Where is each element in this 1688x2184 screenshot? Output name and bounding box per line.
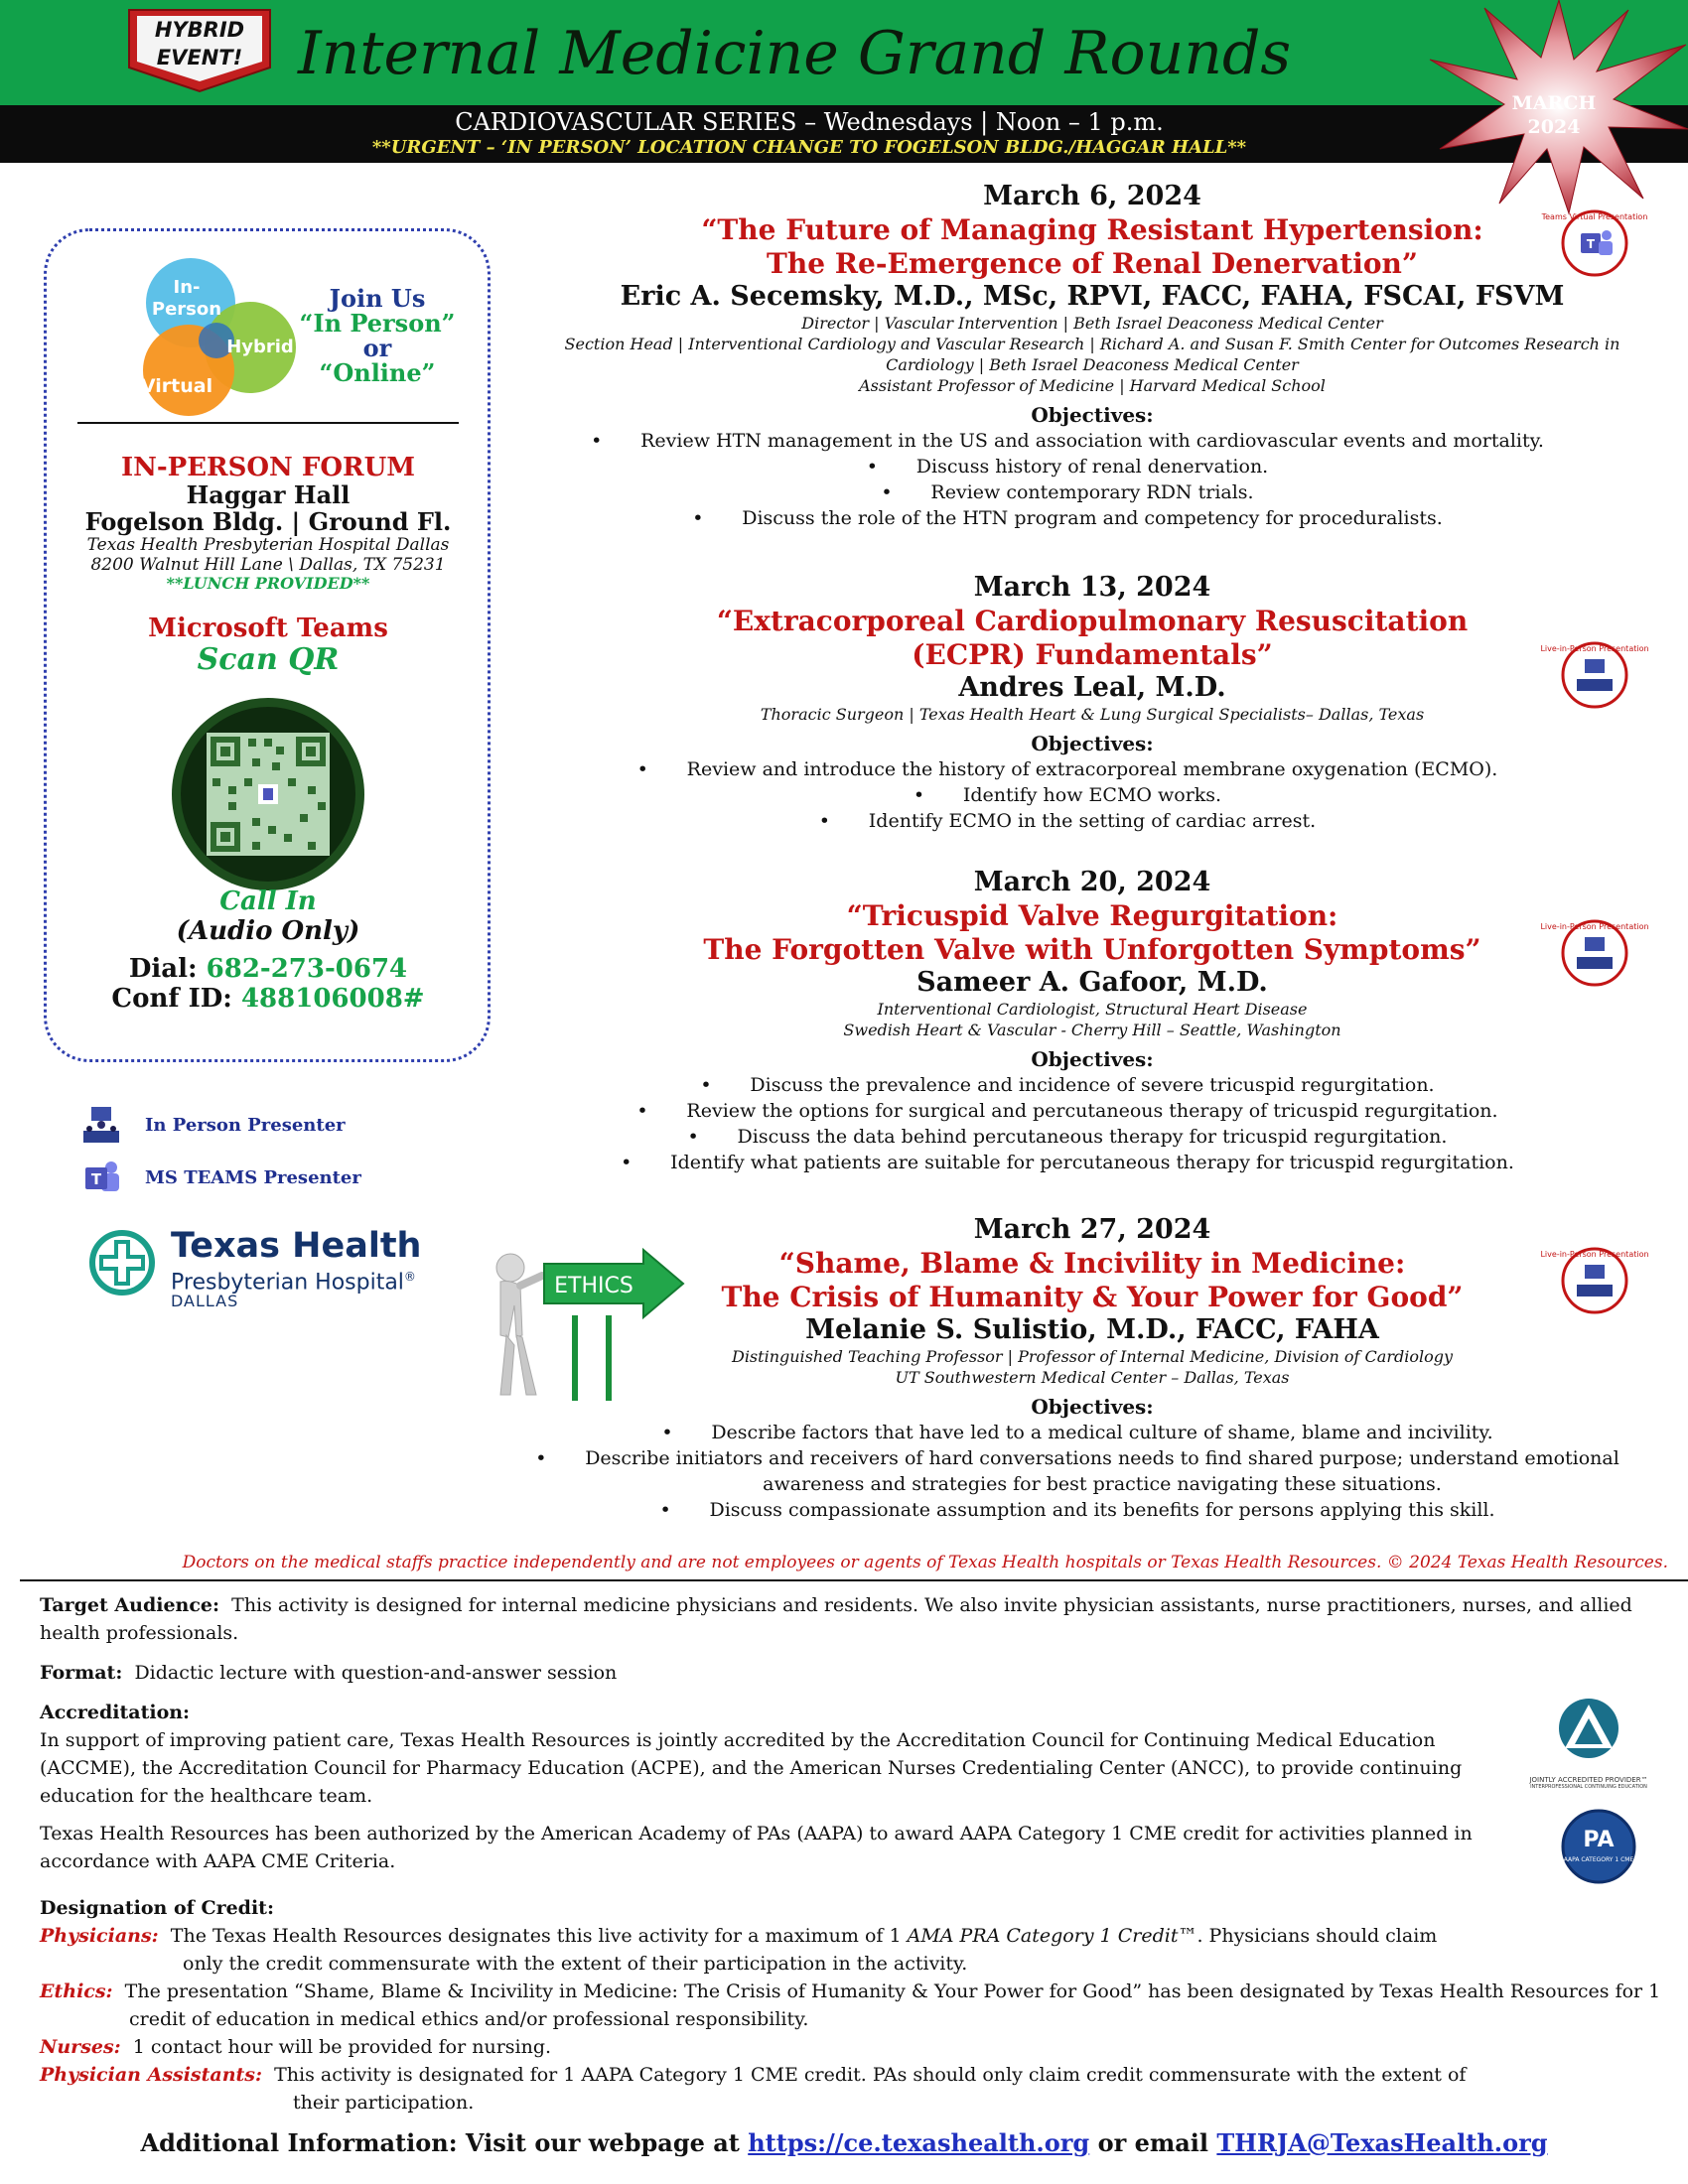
ethics-sign-text: ETHICS xyxy=(554,1274,633,1298)
event-speaker: Melanie S. Sulistio, M.D., FACC, FAHA xyxy=(805,1314,1379,1345)
star-month: MARCH xyxy=(1511,92,1597,114)
objective-item: • Review the options for surgical and percutaneous therapy of tricuspid regurgitation. xyxy=(516,1098,1668,1124)
accreditation xyxy=(40,1699,1499,1875)
objectives-heading: Objectives: xyxy=(1031,732,1154,755)
live-in-person-presentation-icon xyxy=(1540,635,1649,715)
svg-text:T: T xyxy=(1586,237,1596,251)
pa-text: This activity is designated for 1 AAPA Category 1 CME credit. PAs should only claim credit commensurate with the extent of xyxy=(274,2064,1467,2086)
objectives-heading: Objectives: xyxy=(1031,1047,1154,1071)
speaker-affiliation: Distinguished Teaching Professor | Professor of Internal Medicine, Division of Cardiology xyxy=(731,1347,1453,1366)
conf-id: 488106008# xyxy=(240,984,425,1014)
event-march-20 xyxy=(516,866,1668,1175)
badge-line-2: EVENT! xyxy=(156,46,243,69)
event-date: March 20, 2024 xyxy=(973,867,1211,897)
venn-label-hybrid: Hybrid xyxy=(226,337,294,357)
physicians-text-3: only the credit commensurate with the extent of their participation in the activity. xyxy=(183,1953,968,1975)
in-person-forum xyxy=(60,454,477,593)
ms-teams-icon xyxy=(79,1158,123,1197)
footer-mid: or email xyxy=(1097,2128,1209,2157)
objectives-list xyxy=(516,428,1668,531)
aapa-text: Texas Health Resources has been authorized by the American Academy of PAs (AAPA) to award AAPA Category 1 CME credit for activities planned in accordance with AAPA CME Criteria. xyxy=(40,1823,1473,1872)
event-icon-label: Live-in-Person Presentation xyxy=(1540,1250,1649,1259)
hybrid-venn-icon xyxy=(129,253,308,422)
qr-code-icon[interactable] xyxy=(169,695,367,893)
teams-virtual-presentation-icon xyxy=(1541,204,1648,283)
physicians-label: Physicians: xyxy=(40,1925,159,1947)
event-title-line-2: The Crisis of Humanity & Your Power for Good” xyxy=(721,1281,1464,1313)
event-title-line-2: The Forgotten Valve with Unforgotten Symptoms” xyxy=(703,933,1481,966)
forum-title: IN-PERSON FORUM xyxy=(120,453,416,482)
dial-line xyxy=(60,954,477,984)
event-march-13 xyxy=(516,571,1668,834)
event-date: March 13, 2024 xyxy=(973,572,1211,603)
badge-line-1: HYBRID xyxy=(154,18,245,42)
objective-item: • Identify what patients are suitable for percutaneous therapy for tricuspid regurgitation. xyxy=(516,1150,1668,1175)
hybrid-event-badge xyxy=(125,6,274,93)
pa-label: Physician Assistants: xyxy=(40,2064,263,2086)
texas-health-cross-icon xyxy=(89,1230,155,1296)
objective-item: • Discuss the data behind percutaneous therapy for tricuspid regurgitation. xyxy=(516,1124,1668,1150)
logo-sub-text: Presbyterian Hospital xyxy=(171,1270,404,1296)
call-in-section xyxy=(60,887,477,1014)
audio-only-label: (Audio Only) xyxy=(176,916,360,946)
forum-hospital: Texas Health Presbyterian Hospital Dallas xyxy=(86,535,450,555)
join-line-2: “In Person” xyxy=(299,309,456,338)
texas-health-logo xyxy=(89,1226,427,1315)
legend-in-person xyxy=(79,1105,346,1145)
ethics-text-2: credit of education in medical ethics and/or professional responsibility. xyxy=(129,2008,809,2030)
objective-item: • Discuss the prevalence and incidence of severe tricuspid regurgitation. xyxy=(516,1072,1668,1098)
jointly-logo-subtext: INTERPROFESSIONAL CONTINUING EDUCATION xyxy=(1530,1784,1647,1790)
objective-item: • Discuss compassionate assumption and its benefits for persons applying this skill. xyxy=(556,1497,1648,1523)
audience-label: Target Audience: xyxy=(40,1594,220,1616)
jointly-logo-text: JOINTLY ACCREDITED PROVIDER™ xyxy=(1529,1776,1648,1784)
jointly-accredited-icon xyxy=(1529,1693,1648,1772)
svg-text:T: T xyxy=(90,1170,102,1188)
event-icon-label: Live-in-Person Presentation xyxy=(1540,644,1649,653)
live-in-person-presentation-icon xyxy=(1540,1241,1649,1320)
logo-registered-mark: ® xyxy=(403,1270,416,1284)
objective-item: • Review contemporary RDN trials. xyxy=(516,479,1668,505)
in-person-presenter-icon xyxy=(79,1105,123,1145)
forum-building: Fogelson Bldg. | Ground Fl. xyxy=(84,507,452,536)
aapa-category-1-icon xyxy=(1559,1807,1638,1886)
target-audience xyxy=(40,1591,1688,1647)
objectives-list xyxy=(516,1072,1668,1175)
speaker-affiliation: Cardiology | Beth Israel Deaconess Medical Center xyxy=(886,355,1299,374)
teams-title: Microsoft Teams xyxy=(148,614,388,643)
objective-item: • Describe initiators and receivers of hard conversations needs to find shared purpose; understand emotional awareness and strategies for best practice navigating these situations. xyxy=(556,1445,1648,1497)
page-title: Internal Medicine Grand Rounds xyxy=(298,19,1292,88)
additional-info xyxy=(0,2127,1688,2159)
speaker-affiliation: Thoracic Surgeon | Texas Health Heart & Lung Surgical Specialists– Dallas, Texas xyxy=(760,705,1425,724)
objective-item: • Discuss the role of the HTN program and competency for proceduralists. xyxy=(516,505,1668,531)
format xyxy=(40,1659,1678,1687)
event-date: March 6, 2024 xyxy=(983,181,1201,211)
forum-address: 8200 Walnut Hill Lane \ Dallas, TX 75231 xyxy=(90,555,446,575)
dial-label: Dial: xyxy=(128,954,198,984)
objective-item: • Describe factors that have led to a medical culture of shame, blame and incivility. xyxy=(556,1420,1648,1445)
objective-item: • Discuss history of renal denervation. xyxy=(516,454,1668,479)
nurses-text: 1 contact hour will be provided for nursing. xyxy=(132,2036,552,2058)
teams-section xyxy=(60,614,477,677)
urgent-notice: **URGENT – ‘IN PERSON’ LOCATION CHANGE TO FOGELSON BLDG./HAGGAR HALL** xyxy=(371,137,1247,158)
physicians-text-2: . Physicians should claim xyxy=(1196,1925,1438,1947)
speaker-affiliation: Assistant Professor of Medicine | Harvard Medical School xyxy=(859,376,1326,395)
forum-hall: Haggar Hall xyxy=(186,480,351,509)
objective-item: • Review HTN management in the US and association with cardiovascular events and mortality. xyxy=(516,428,1668,454)
ama-credit: AMA PRA Category 1 Credit™ xyxy=(907,1925,1197,1947)
join-us-text xyxy=(298,286,457,385)
conf-line xyxy=(60,984,477,1014)
pa-text-2: their participation. xyxy=(293,2092,475,2114)
aapa-logo-text: AAPA CATEGORY 1 CME xyxy=(1563,1856,1634,1863)
event-date: March 27, 2024 xyxy=(973,1214,1211,1245)
event-march-27 xyxy=(516,1213,1668,1523)
disclaimer: Doctors on the medical staffs practice independently and are not employees or agents of Texas Health hospitals or Texas Health Resources. © 2024 Texas Health Resources. xyxy=(182,1553,1668,1572)
objective-item: • Identify ECMO in the setting of cardiac arrest. xyxy=(516,808,1668,834)
email-link[interactable]: THRJA@TexasHealth.org xyxy=(1216,2128,1548,2157)
event-icon-label: Live-in-Person Presentation xyxy=(1540,922,1649,931)
join-line-3: or xyxy=(362,334,392,362)
event-speaker: Sameer A. Gafoor, M.D. xyxy=(916,967,1268,998)
event-title-line-1: “Tricuspid Valve Regurgitation: xyxy=(846,899,1338,932)
accreditation-text: In support of improving patient care, Texas Health Resources is jointly accredited by the Accreditation Council for Continuing Medical Education (ACCME), the Accreditation Council for Pharmacy Education (ACPE), and the American Nurses Credentialing Center (ANCC), to provide continuing education for the healthcare team. xyxy=(40,1729,1463,1807)
event-title-line-2: The Re-Emergence of Renal Denervation” xyxy=(767,247,1418,280)
footer-lead: Additional Information: Visit our webpage at xyxy=(140,2128,740,2157)
live-in-person-presentation-icon xyxy=(1540,913,1649,993)
event-title-line-1: “Shame, Blame & Incivility in Medicine: xyxy=(778,1247,1406,1280)
speaker-affiliation: Swedish Heart & Vascular - Cherry Hill – Seattle, Washington xyxy=(843,1021,1341,1039)
designation-label: Designation of Credit: xyxy=(40,1897,274,1919)
ethics-label: Ethics: xyxy=(40,1980,113,2002)
venn-label-virtual: Virtual xyxy=(140,375,213,397)
venn-label-in: In- xyxy=(173,277,201,298)
objectives-list xyxy=(516,1420,1668,1523)
logo-city: DALLAS xyxy=(171,1292,239,1310)
lunch-note: **LUNCH PROVIDED** xyxy=(166,574,370,593)
accreditation-label: Accreditation: xyxy=(40,1702,191,1723)
event-speaker: Andres Leal, M.D. xyxy=(958,672,1226,703)
ethics-text: The presentation “Shame, Blame & Incivility in Medicine: The Crisis of Humanity & Your Power for Good” has been designated by Texas Health Resources for 1 xyxy=(124,1980,1661,2002)
objectives-heading: Objectives: xyxy=(1031,1395,1154,1419)
venn-label-person: Person xyxy=(151,299,222,320)
format-label: Format: xyxy=(40,1662,123,1684)
format-text: Didactic lecture with question-and-answer session xyxy=(134,1662,618,1684)
objectives-heading: Objectives: xyxy=(1031,403,1154,427)
nurses-label: Nurses: xyxy=(40,2036,121,2058)
star-year: 2024 xyxy=(1527,116,1581,138)
audience-text: This activity is designed for internal medicine physicians and residents. We also invite physician assistants, nurse practitioners, nurses, and allied health professionals. xyxy=(40,1594,1632,1644)
event-title-line-2: (ECPR) Fundamentals” xyxy=(912,638,1273,671)
objective-item: • Review and introduce the history of extracorporeal membrane oxygenation (ECMO). xyxy=(516,756,1668,782)
join-line-1: Join Us xyxy=(329,284,426,313)
logo-name: Texas Health xyxy=(171,1226,422,1266)
designation-of-credit xyxy=(40,1894,1678,2116)
conf-label: Conf ID: xyxy=(111,984,232,1014)
dial-number[interactable]: 682-273-0674 xyxy=(206,954,408,984)
call-in-title: Call In xyxy=(219,887,317,916)
physicians-text: The Texas Health Resources designates this live activity for a maximum of 1 xyxy=(170,1925,902,1947)
speaker-affiliation: Interventional Cardiologist, Structural Heart Disease xyxy=(877,1000,1308,1019)
section-divider xyxy=(20,1579,1688,1581)
svg-text:PA: PA xyxy=(1583,1828,1615,1852)
legend-teams xyxy=(79,1158,361,1197)
objective-item: • Identify how ECMO works. xyxy=(516,782,1668,808)
legend-teams-label: MS TEAMS Presenter xyxy=(145,1166,361,1188)
star-date xyxy=(1460,91,1648,139)
scan-qr-label: Scan QR xyxy=(197,642,340,677)
event-march-6 xyxy=(516,180,1668,531)
sidebar-divider xyxy=(77,422,459,424)
event-icon-label: Teams Virtual Presentation xyxy=(1541,212,1648,221)
legend-in-person-label: In Person Presenter xyxy=(145,1114,346,1136)
objectives-list xyxy=(516,756,1668,834)
join-line-4: “Online” xyxy=(319,358,436,387)
website-link[interactable]: https://ce.texashealth.org xyxy=(748,2128,1090,2157)
speaker-affiliation: Section Head | Interventional Cardiology and Vascular Research | Richard A. and Susan F. Smith Center for Outcomes Research in xyxy=(564,335,1620,353)
speaker-affiliation: Director | Vascular Intervention | Beth Israel Deaconess Medical Center xyxy=(801,314,1383,333)
event-title-line-1: “The Future of Managing Resistant Hypertension: xyxy=(701,213,1483,246)
event-speaker: Eric A. Secemsky, M.D., MSc, RPVI, FACC, FAHA, FSCAI, FSVM xyxy=(620,281,1565,312)
event-title-line-1: “Extracorporeal Cardiopulmonary Resuscitation xyxy=(716,605,1469,637)
jointly-accredited-logo xyxy=(1529,1693,1648,1802)
speaker-affiliation: UT Southwestern Medical Center – Dallas, Texas xyxy=(895,1368,1290,1387)
series-line: CARDIOVASCULAR SERIES – Wednesdays | Noon – 1 p.m. xyxy=(455,108,1164,136)
